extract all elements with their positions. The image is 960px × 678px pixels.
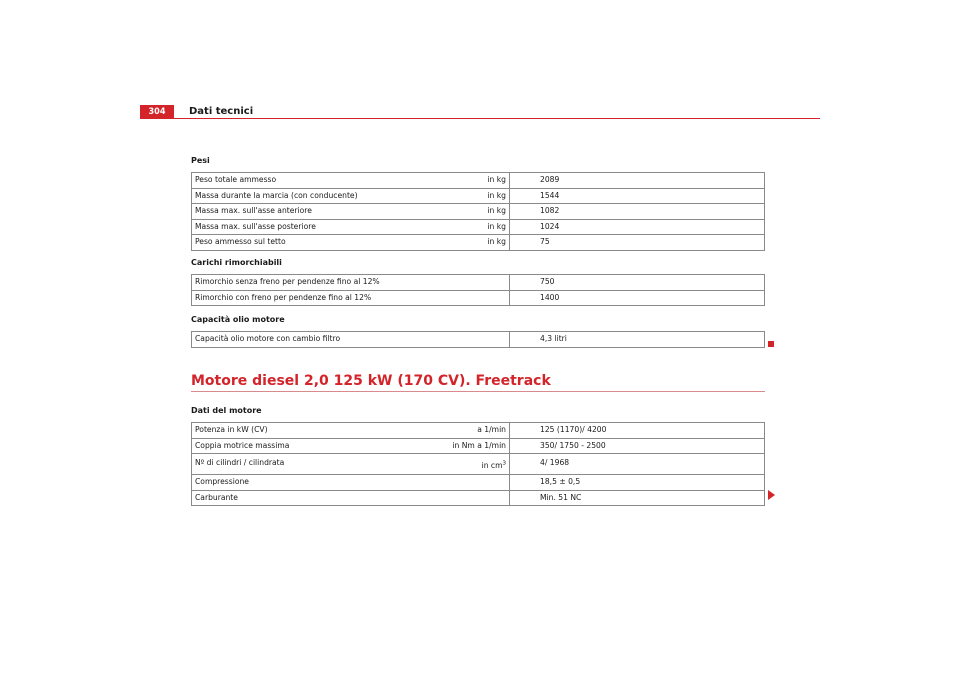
- row-unit: [423, 290, 510, 306]
- towing-table: [191, 274, 765, 306]
- table-row: [192, 332, 765, 348]
- header-divider: [140, 118, 820, 119]
- section-title-engine-data: Dati del motore: [191, 406, 262, 415]
- row-value: 1024: [510, 219, 765, 235]
- row-unit: in kg: [423, 235, 510, 251]
- unit-superscript: 3: [502, 460, 506, 467]
- row-unit: [423, 275, 510, 291]
- engine-table: [191, 422, 765, 506]
- row-value: 1082: [510, 204, 765, 220]
- row-unit: [423, 332, 510, 348]
- unit-text: in cm: [481, 461, 503, 471]
- table-row: [192, 490, 765, 506]
- table-row: [192, 235, 765, 251]
- row-value: 4,3 litri: [510, 332, 765, 348]
- table-row: [192, 188, 765, 204]
- table-row: [192, 423, 765, 439]
- section-title-olio: Capacità olio motore: [191, 315, 285, 324]
- row-value: 350/ 1750 - 2500: [510, 438, 765, 454]
- row-value: 75: [510, 235, 765, 251]
- heading-divider: [191, 391, 765, 392]
- table-row: [192, 475, 765, 491]
- row-value: 1544: [510, 188, 765, 204]
- row-unit: [423, 490, 510, 506]
- row-unit: in kg: [423, 204, 510, 220]
- continue-arrow-icon: [768, 490, 775, 500]
- oil-table: [191, 331, 765, 348]
- table-row: [192, 219, 765, 235]
- table-row: [192, 438, 765, 454]
- row-label: Massa max. sull'asse anteriore: [192, 204, 424, 220]
- row-label: Rimorchio senza freno per pendenze fino al 12%: [192, 275, 424, 291]
- table-row: [192, 290, 765, 306]
- row-unit: a 1/min: [423, 423, 510, 439]
- row-value: Min. 51 NC: [510, 490, 765, 506]
- row-label: Carburante: [192, 490, 424, 506]
- row-unit: in kg: [423, 219, 510, 235]
- row-unit: in kg: [423, 188, 510, 204]
- section-end-square-icon: [768, 341, 774, 347]
- table-row: [192, 275, 765, 291]
- row-value: 2089: [510, 173, 765, 189]
- row-label: Massa durante la marcia (con conducente): [192, 188, 424, 204]
- engine-heading: Motore diesel 2,0 125 kW (170 CV). Freetrack: [191, 373, 551, 389]
- row-label: Coppia motrice massima: [192, 438, 424, 454]
- table-row: [192, 454, 765, 475]
- row-value: 4/ 1968: [510, 454, 765, 475]
- row-value: 18,5 ± 0,5: [510, 475, 765, 491]
- table-row: [192, 173, 765, 189]
- row-label: Rimorchio con freno per pendenze fino al 12%: [192, 290, 424, 306]
- row-label: Potenza in kW (CV): [192, 423, 424, 439]
- table-row: [192, 204, 765, 220]
- row-unit: [423, 454, 510, 475]
- row-label: Nº di cilindri / cilindrata: [192, 454, 424, 475]
- row-label: Compressione: [192, 475, 424, 491]
- page-number: 304: [140, 105, 174, 119]
- row-value: 1400: [510, 290, 765, 306]
- weights-table: [191, 172, 765, 251]
- row-unit: in kg: [423, 173, 510, 189]
- row-value: 125 (1170)/ 4200: [510, 423, 765, 439]
- page-title: Dati tecnici: [189, 106, 254, 117]
- row-label: Peso ammesso sul tetto: [192, 235, 424, 251]
- section-title-carichi: Carichi rimorchiabili: [191, 258, 282, 267]
- row-value: 750: [510, 275, 765, 291]
- row-label: Massa max. sull'asse posteriore: [192, 219, 424, 235]
- row-label: Peso totale ammesso: [192, 173, 424, 189]
- row-unit: [423, 475, 510, 491]
- row-label: Capacità olio motore con cambio filtro: [192, 332, 424, 348]
- row-unit: in Nm a 1/min: [423, 438, 510, 454]
- section-title-pesi: Pesi: [191, 156, 210, 165]
